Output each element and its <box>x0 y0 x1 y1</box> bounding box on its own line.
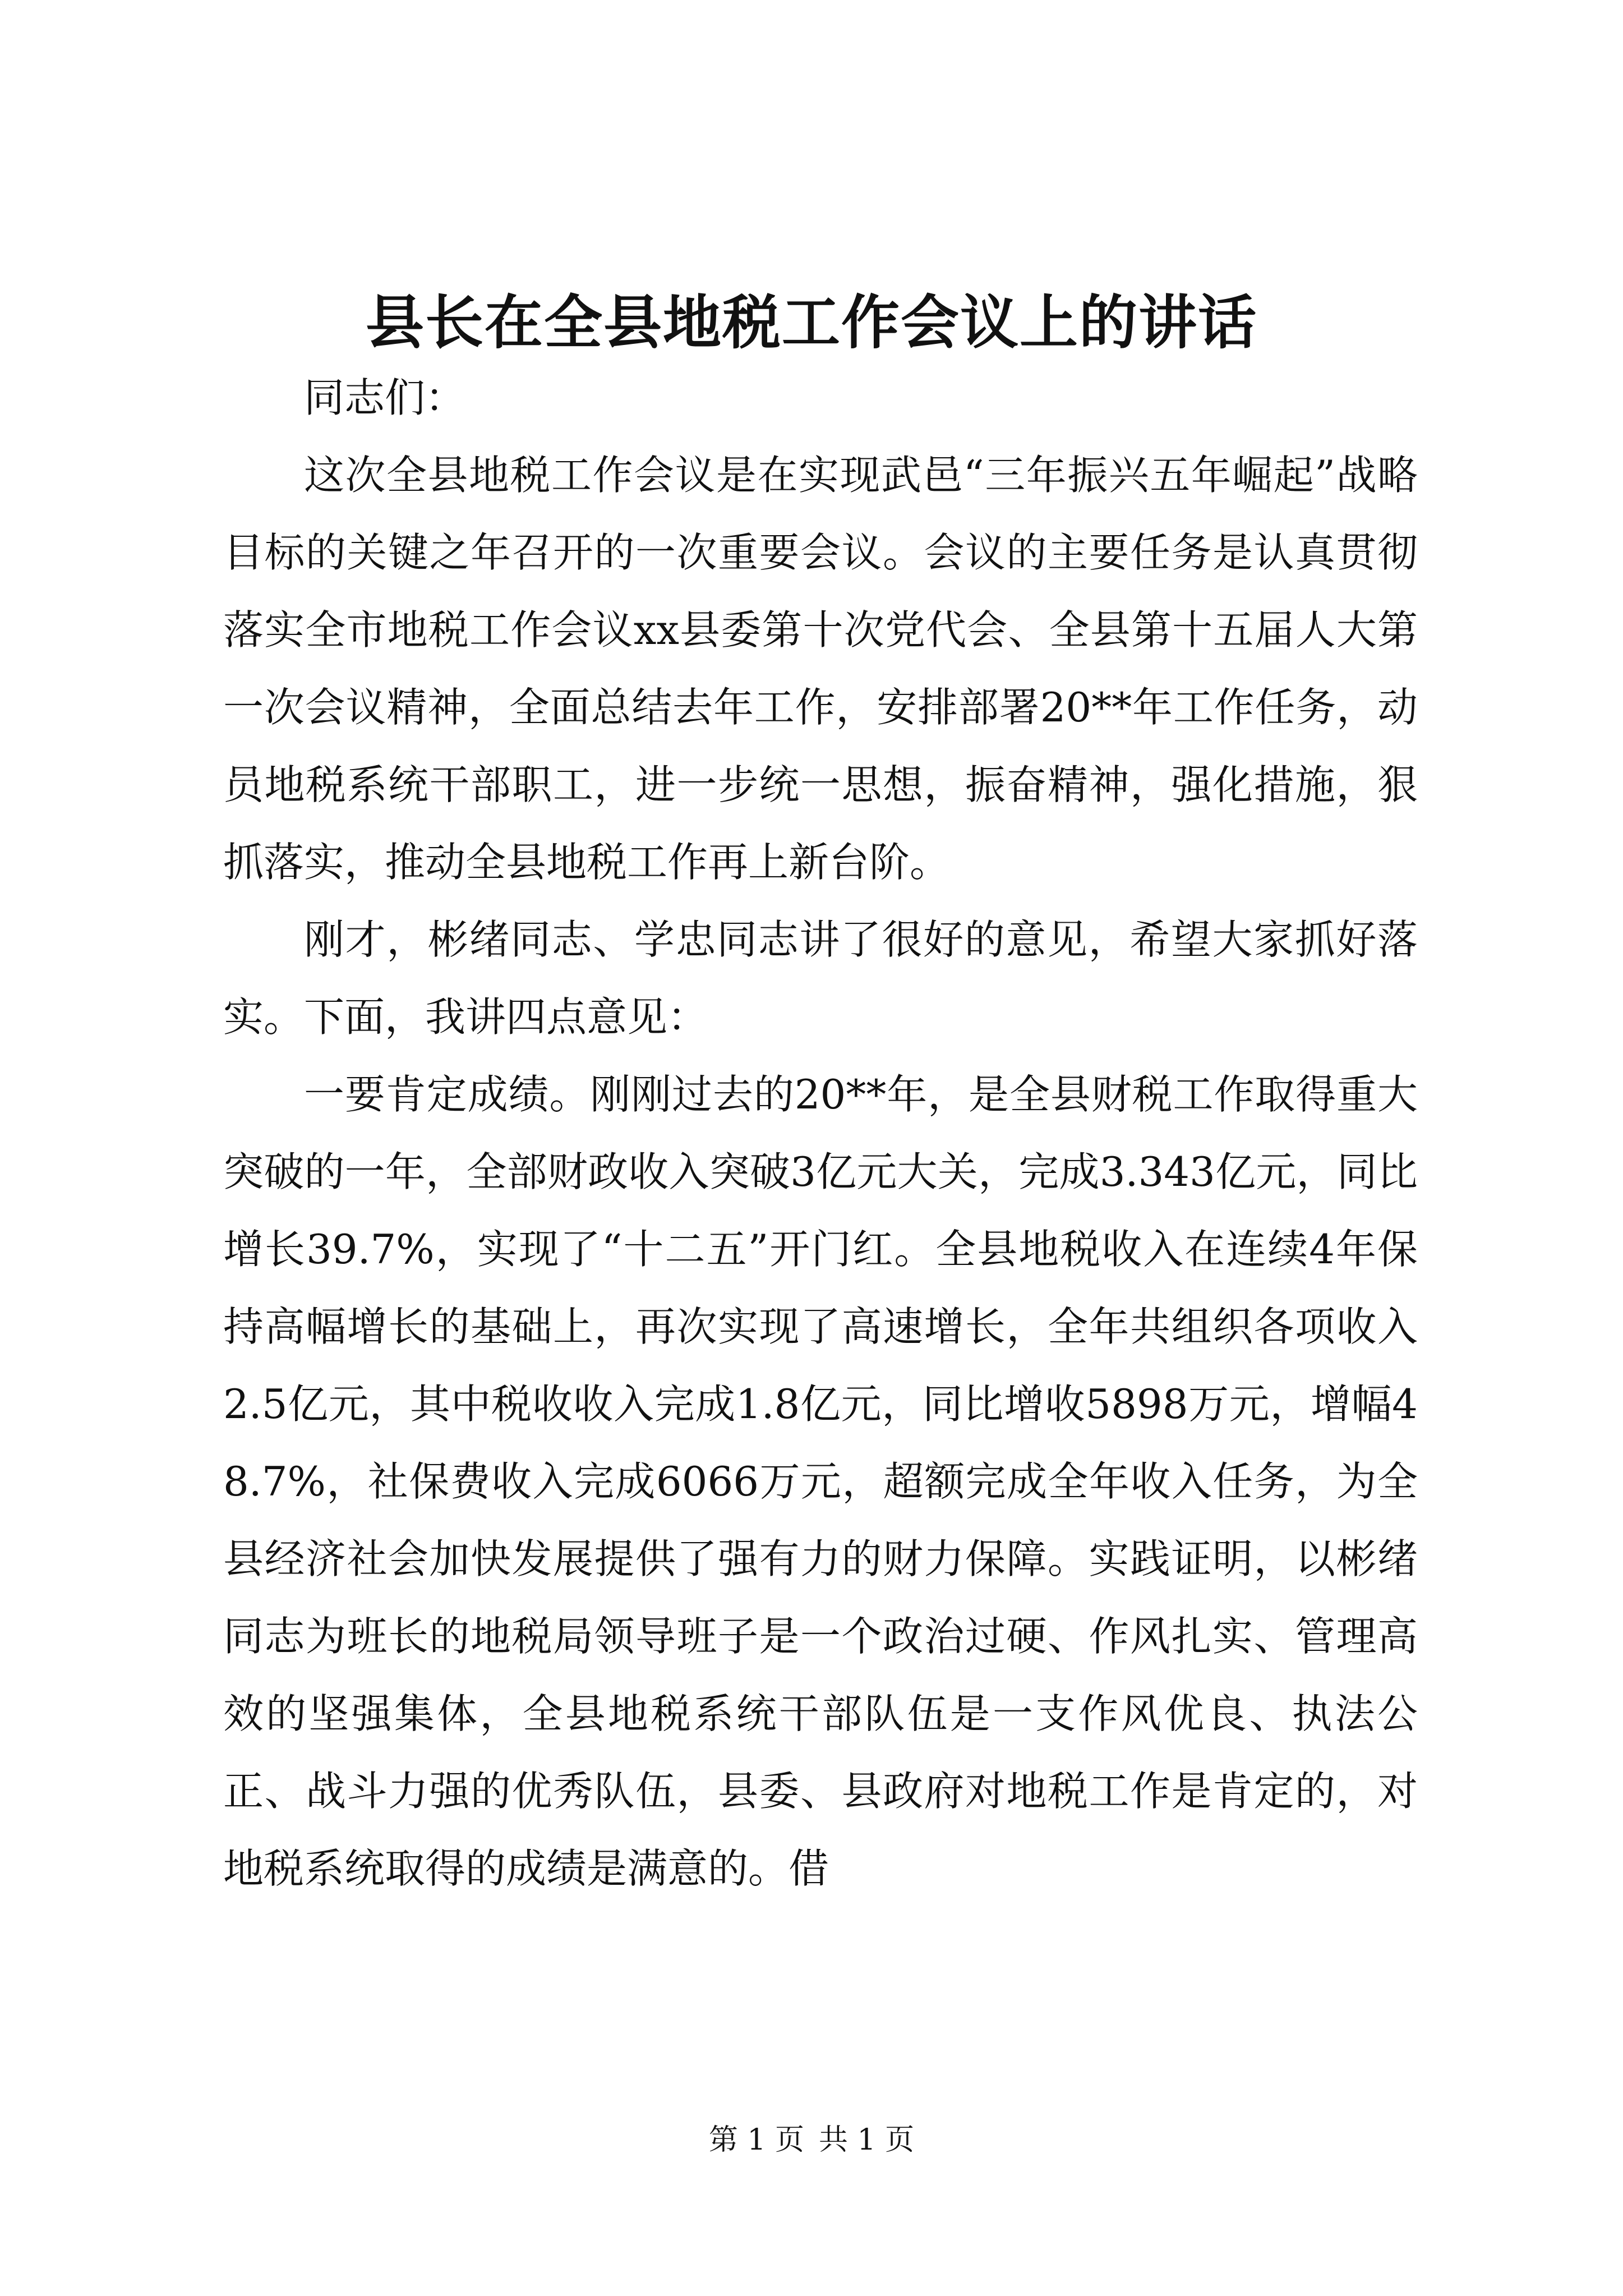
achievements-paragraph: 一要肯定成绩。刚刚过去的20**年，是全县财税工作取得重大突破的一年，全部财政收入突破3亿元大关，完成3.343亿元，同比增长39.7%，实现了“十二五”开门红。全县地税收入在连续4年保持高幅增长的基础上，再次实现了高速增长，全年共组织各项收入2.5亿元，其中税收收入完成1.8亿元，同比增收5898万元，增幅48.7%，社保费收入完成6066万元，超额完成全年收入任务，为全县经济社会加快发展提供了强有力的财力保障。实践证明，以彬绪同志为班长的地税局领导班子是一个政治过硬、作风扎实、管理高效的坚强集体，全县地税系统干部队伍是一支作风优良、执法公正、战斗力强的优秀队伍，县委、县政府对地税工作是肯定的，对地税系统取得的成绩是满意的。借 <box>223 1071 1418 1892</box>
document-body <box>223 359 1418 1907</box>
intro-paragraph: 这次全县地税工作会议是在实现武邑“三年振兴五年崛起”战略目标的关键之年召开的一次重要会议。会议的主要任务是认真贯彻落实全市地税工作会议xx县委第十次党代会、全县第十五届人大第一次会议精神，全面总结去年工作，安排部署20**年工作任务，动员地税系统干部职工，进一步统一思想，振奋精神，强化措施，狠抓落实，推动全县地税工作再上新台阶。 <box>223 452 1418 886</box>
document-title: 县长在全县地税工作会议上的讲话 <box>365 288 1257 357</box>
salutation-paragraph: 同志们： <box>304 374 466 421</box>
transition-paragraph: 刚才，彬绪同志、学忠同志讲了很好的意见，希望大家抓好落实。下面，我讲四点意见： <box>223 916 1418 1041</box>
page-footer <box>0 2120 1623 2160</box>
page-total: 共 1 页 <box>819 2123 915 2157</box>
page-number: 第 1 页 <box>708 2123 804 2157</box>
